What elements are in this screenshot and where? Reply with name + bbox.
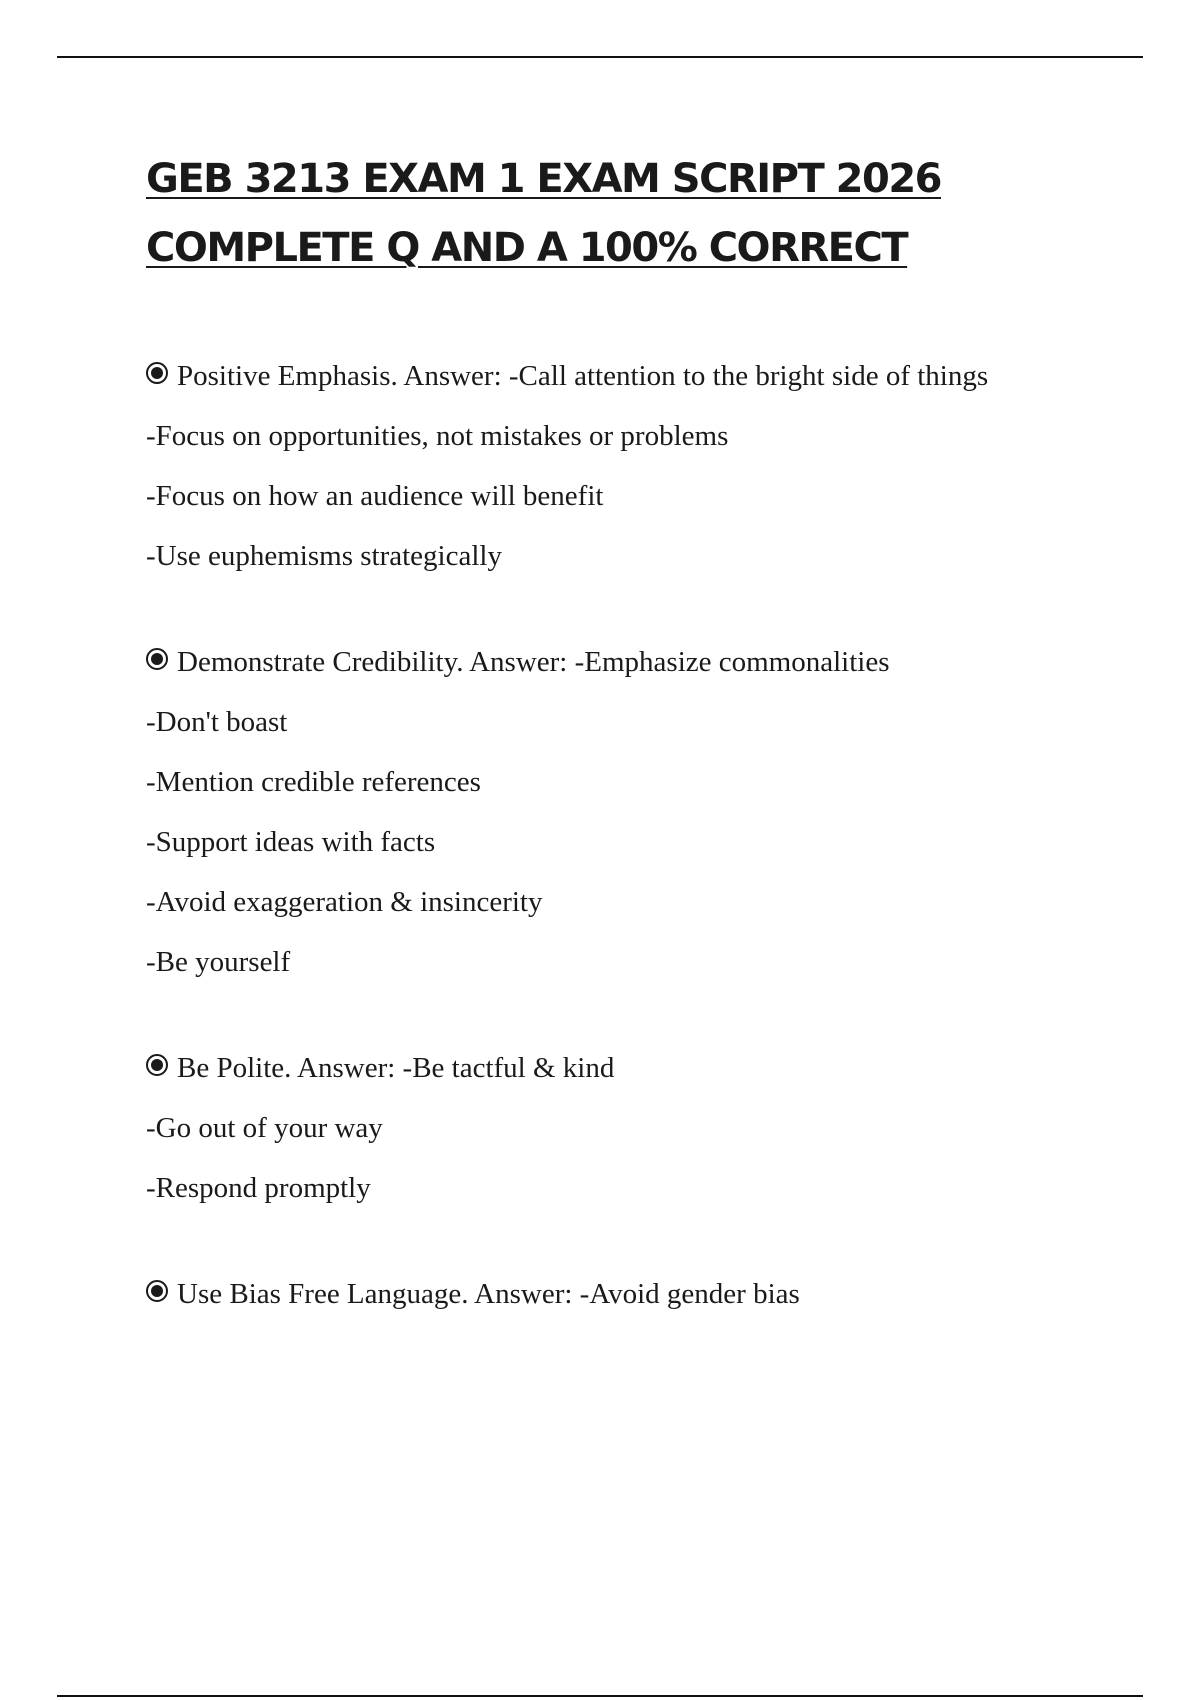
radio-bullet-icon (146, 648, 168, 670)
question-line (146, 354, 1066, 399)
question-text: Positive Emphasis. Answer: -Call attention to the bright side of things (177, 360, 989, 392)
qa-item (146, 1046, 1066, 1211)
question-line (146, 640, 1066, 685)
question-line (146, 1046, 1066, 1091)
question-text: Be Polite. Answer: -Be tactful & kind (177, 1052, 615, 1084)
question-text: Demonstrate Credibility. Answer: -Emphasize commonalities (177, 646, 890, 678)
answer-line: -Support ideas with facts (146, 826, 436, 858)
title-line: COMPLETE Q AND A 100% CORRECT (146, 225, 908, 271)
qa-content (146, 354, 1066, 1378)
header-rule (57, 56, 1143, 58)
answer-line: -Focus on opportunities, not mistakes or problems (146, 420, 729, 452)
qa-item (146, 1272, 1066, 1317)
radio-bullet-icon (146, 362, 168, 384)
title-line: GEB 3213 EXAM 1 EXAM SCRIPT 2026 (146, 156, 941, 202)
question-line (146, 1272, 1066, 1317)
answer-line: -Go out of your way (146, 1112, 383, 1144)
qa-item (146, 354, 1066, 579)
answer-line: -Be yourself (146, 946, 291, 978)
radio-bullet-icon (146, 1280, 168, 1302)
qa-item (146, 640, 1066, 985)
answer-line: -Avoid exaggeration & insincerity (146, 886, 543, 918)
page-title (146, 145, 1126, 283)
answer-line: -Focus on how an audience will benefit (146, 480, 604, 512)
question-text: Use Bias Free Language. Answer: -Avoid gender bias (177, 1278, 800, 1310)
answer-line: -Respond promptly (146, 1172, 371, 1204)
answer-line: -Don't boast (146, 706, 288, 738)
radio-bullet-icon (146, 1054, 168, 1076)
answer-line: -Mention credible references (146, 766, 481, 798)
answer-line: -Use euphemisms strategically (146, 540, 502, 572)
footer-rule (57, 1695, 1143, 1697)
